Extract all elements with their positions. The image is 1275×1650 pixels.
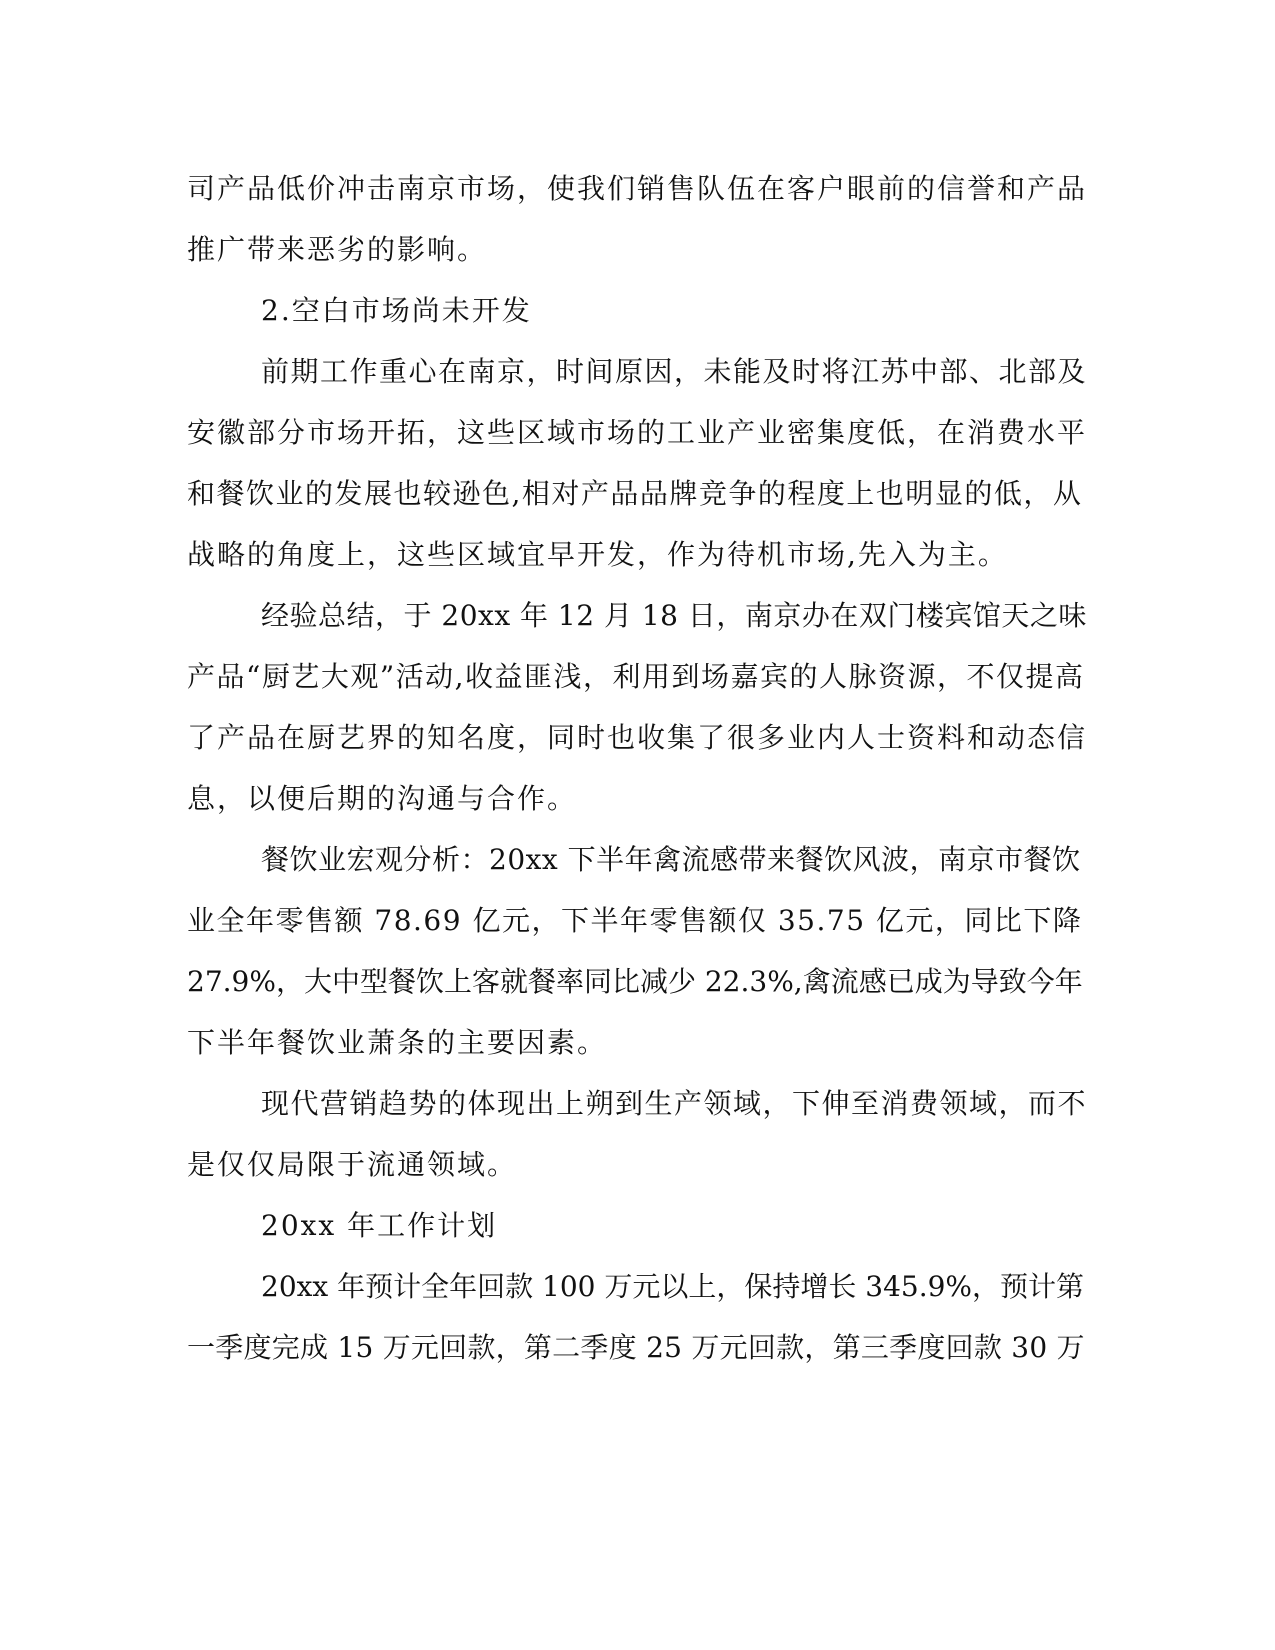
text-line: 了产品在厨艺界的知名度，同时也收集了很多业内人士资料和动态信 (187, 721, 1087, 754)
text-line: 27.9%，大中型餐饮上客就餐率同比减少 22.3%,禽流感已成为导致今年 (187, 965, 1083, 998)
text-line: 和餐饮业的发展也较逊色,相对产品品牌竞争的程度上也明显的低，从 (187, 477, 1083, 510)
text-line: 产品“厨艺大观”活动,收益匪浅，利用到场嘉宾的人脉资源，不仅提高 (187, 660, 1085, 693)
text-line: 安徽部分市场开拓，这些区域市场的工业产业密集度低，在消费水平 (187, 416, 1087, 449)
text-line: 推广带来恶劣的影响。 (187, 233, 488, 266)
text-line: 是仅仅局限于流通领域。 (187, 1148, 518, 1181)
text-line: 息，以便后期的沟通与合作。 (187, 782, 578, 815)
text-line: 经验总结，于 20xx 年 12 月 18 日，南京办在双门楼宾馆天之味 (261, 599, 1087, 632)
text-line: 业全年零售额 78.69 亿元，下半年零售额仅 35.75 亿元，同比下降 (187, 904, 1083, 937)
text-line: 餐饮业宏观分析：20xx 下半年禽流感带来餐饮风波，南京市餐饮 (261, 843, 1081, 876)
text-line: 战略的角度上，这些区域宜早开发，作为待机市场,先入为主。 (187, 538, 1008, 571)
text-line: 下半年餐饮业萧条的主要因素。 (187, 1026, 608, 1059)
document-body (187, 158, 1087, 1378)
text-line: 现代营销趋势的体现出上朔到生产领域，下伸至消费领域，而不 (261, 1087, 1087, 1120)
text-line: 前期工作重心在南京，时间原因，未能及时将江苏中部、北部及 (261, 355, 1087, 388)
text-line: 司产品低价冲击南京市场，使我们销售队伍在客户眼前的信誉和产品 (187, 172, 1087, 205)
section-heading: 2.空白市场尚未开发 (261, 294, 532, 327)
text-line: 一季度完成 15 万元回款，第二季度 25 万元回款，第三季度回款 30 万 (187, 1331, 1085, 1364)
section-heading: 20xx 年工作计划 (261, 1209, 498, 1242)
text-line: 20xx 年预计全年回款 100 万元以上，保持增长 345.9%，预计第 (261, 1270, 1085, 1303)
